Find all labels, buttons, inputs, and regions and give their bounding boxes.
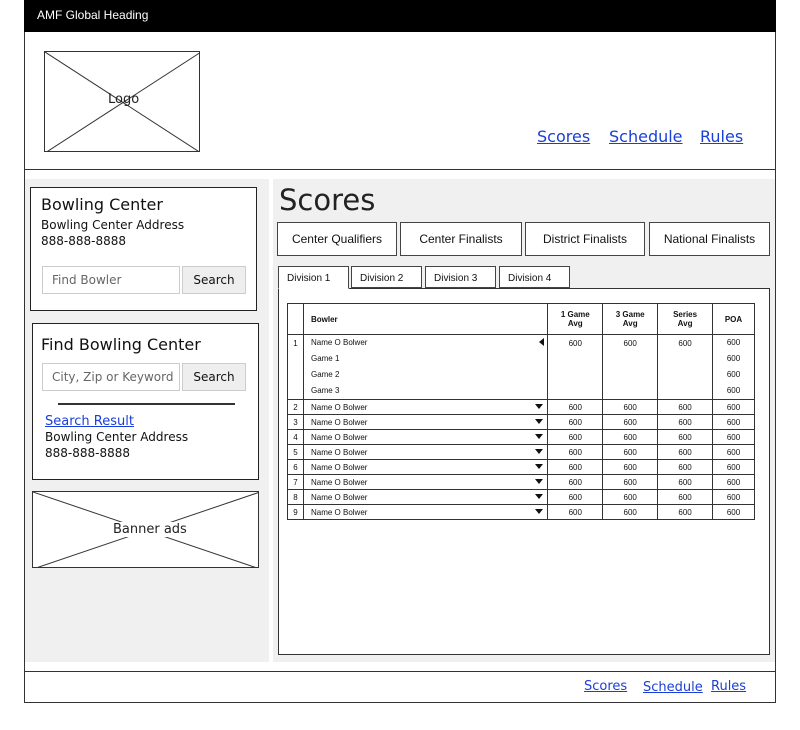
row-game1-avg: 600 (548, 415, 603, 430)
row-series-avg: 600 (658, 475, 713, 490)
game-poa-value: 600 (726, 386, 741, 395)
banner-ads[interactable] (32, 491, 259, 568)
row-num: 4 (288, 430, 304, 445)
header-divider (24, 169, 776, 170)
search-result-divider (58, 403, 235, 405)
bowling-center-panel (30, 187, 257, 311)
footer-top-divider (24, 671, 776, 672)
game-poa-value: 600 (726, 370, 741, 379)
frame-right-border (775, 32, 776, 703)
expand-caret-icon[interactable] (535, 449, 543, 454)
footer-bottom-border (24, 702, 776, 703)
row-game1-avg: 600 (548, 400, 603, 415)
row-game3-avg: 600 (603, 445, 658, 460)
row-poa (713, 335, 755, 400)
logo-label: Logo (108, 92, 140, 107)
tab-center-finalists[interactable]: Center Finalists (400, 222, 522, 256)
center-search-input[interactable]: City, Zip or Keyword (42, 363, 180, 391)
row-series-avg: 600 (658, 415, 713, 430)
row-bowler-name[interactable] (303, 430, 547, 445)
row-game1-avg: 600 (548, 460, 603, 475)
row-poa: 600 (713, 490, 755, 505)
row-game3-avg: 600 (603, 400, 658, 415)
table-header-row (288, 304, 755, 335)
table-row[interactable] (288, 475, 755, 490)
row-num: 8 (288, 490, 304, 505)
expand-caret-icon[interactable] (535, 464, 543, 469)
footer-schedule-link[interactable]: Schedule (643, 680, 703, 695)
global-heading-title: AMF Global Heading (37, 8, 149, 22)
table-row[interactable] (288, 445, 755, 460)
row-bowler-name[interactable] (303, 460, 547, 475)
row-series-avg: 600 (658, 460, 713, 475)
row-num: 9 (288, 505, 304, 520)
row-poa: 600 (713, 505, 755, 520)
tab-division-4[interactable]: Division 4 (499, 266, 570, 288)
tab-division-3[interactable]: Division 3 (425, 266, 496, 288)
center-search-button[interactable]: Search (182, 363, 246, 391)
row-series-avg: 600 (658, 400, 713, 415)
row-poa: 600 (713, 430, 755, 445)
expand-caret-icon[interactable] (535, 509, 543, 514)
row-bowler-name[interactable] (303, 445, 547, 460)
row-series-avg: 600 (658, 430, 713, 445)
table-row[interactable] (288, 460, 755, 475)
table-row[interactable] (288, 430, 755, 445)
row-game1-avg: 600 (548, 490, 603, 505)
header-game1-line2: Avg (567, 319, 583, 328)
tab-division-1[interactable]: Division 1 (278, 266, 349, 289)
header-game1-line1: 1 Game (560, 310, 590, 319)
header-series-line2: Avg (677, 319, 693, 328)
game-poa-value: 600 (726, 354, 741, 363)
expand-caret-icon[interactable] (535, 479, 543, 484)
table-row[interactable] (288, 505, 755, 520)
game-label: Game 3 (310, 386, 340, 395)
bowling-center-address: Bowling Center Address (41, 218, 185, 232)
collapse-caret-icon[interactable] (539, 338, 544, 346)
expand-caret-icon[interactable] (535, 494, 543, 499)
row-poa: 600 (713, 400, 755, 415)
row-game3-avg: 600 (603, 505, 658, 520)
row-game3-avg: 600 (603, 460, 658, 475)
find-bowling-center-panel (32, 323, 259, 480)
expand-caret-icon[interactable] (535, 434, 543, 439)
header-game3-line1: 3 Game (615, 310, 645, 319)
row-num: 3 (288, 415, 304, 430)
row-series-avg: 600 (658, 490, 713, 505)
row-game3-avg: 600 (603, 475, 658, 490)
bowler-name[interactable]: Name O Bolwer (310, 447, 368, 457)
header-game1-avg[interactable] (548, 304, 603, 335)
row-game3-avg: 600 (603, 490, 658, 505)
nav-rules-link[interactable]: Rules (700, 127, 744, 146)
header-poa[interactable]: POA (713, 304, 755, 335)
row-game1-avg: 600 (548, 430, 603, 445)
header-series-avg[interactable] (658, 304, 713, 335)
bowling-center-phone: 888-888-8888 (41, 234, 127, 248)
bowler-name[interactable]: Name O Bolwer (310, 492, 368, 502)
bowler-name[interactable]: Name O Bolwer (310, 338, 368, 347)
bowler-name[interactable]: Name O Bolwer (310, 432, 368, 442)
bowler-name[interactable]: Name O Bolwer (310, 477, 368, 487)
row-series-avg: 600 (658, 505, 713, 520)
bowler-name[interactable]: Name O Bolwer (310, 402, 368, 412)
game-label: Game 1 (310, 354, 340, 363)
find-bowling-center-title: Find Bowling Center (41, 335, 201, 354)
footer-rules-link[interactable]: Rules (711, 679, 747, 694)
scores-table (287, 303, 755, 520)
banner-ads-label: Banner ads (113, 522, 187, 537)
row-series-avg: 600 (658, 335, 713, 400)
tab-division-2[interactable]: Division 2 (351, 266, 422, 288)
row-num: 7 (288, 475, 304, 490)
tab-national-finalists[interactable]: National Finalists (649, 222, 770, 256)
row-num: 5 (288, 445, 304, 460)
search-result-link[interactable]: Search Result (45, 414, 134, 429)
row-num: 1 (288, 335, 304, 400)
row-bowler-name (303, 335, 547, 400)
row-num: 2 (288, 400, 304, 415)
row-num: 6 (288, 460, 304, 475)
search-result-phone: 888-888-8888 (45, 446, 131, 460)
bowler-name[interactable]: Name O Bolwer (310, 462, 368, 472)
table-row[interactable] (288, 490, 755, 505)
bowler-name[interactable]: Name O Bolwer (310, 417, 368, 427)
row-bowler-name[interactable] (303, 415, 547, 430)
header-series-line1: Series (673, 310, 698, 319)
table-row[interactable] (288, 415, 755, 430)
header-game3-avg[interactable] (603, 304, 658, 335)
expand-caret-icon[interactable] (535, 404, 543, 409)
tab-center-qualifiers[interactable]: Center Qualifiers (277, 222, 397, 256)
row-poa: 600 (713, 415, 755, 430)
header-bowler[interactable]: Bowler (303, 304, 547, 335)
footer-scores-link[interactable]: Scores (584, 679, 628, 694)
global-heading-bar (24, 0, 776, 32)
row-series-avg: 600 (658, 445, 713, 460)
row-game1-avg: 600 (548, 335, 603, 400)
header-game3-line2: Avg (622, 319, 638, 328)
find-bowler-input[interactable]: Find Bowler (42, 266, 180, 294)
expand-caret-icon[interactable] (535, 419, 543, 424)
row-poa: 600 (713, 475, 755, 490)
row-game3-avg: 600 (603, 430, 658, 445)
table-row-expanded[interactable] (288, 335, 755, 400)
row-bowler-name[interactable] (303, 505, 547, 520)
nav-schedule-link[interactable]: Schedule (609, 127, 683, 146)
logo[interactable] (44, 51, 200, 152)
row-game1-avg: 600 (548, 475, 603, 490)
table-row[interactable] (288, 400, 755, 415)
game-label: Game 2 (310, 370, 340, 379)
row-poa: 600 (713, 460, 755, 475)
row-game1-avg: 600 (548, 505, 603, 520)
row-game3-avg: 600 (603, 335, 658, 400)
row-game1-avg: 600 (548, 445, 603, 460)
row-game3-avg: 600 (603, 415, 658, 430)
find-bowler-search-button[interactable]: Search (182, 266, 246, 294)
row-bowler-name[interactable] (303, 490, 547, 505)
tab-district-finalists[interactable]: District Finalists (525, 222, 645, 256)
row-bowler-name[interactable] (303, 400, 547, 415)
bowling-center-title: Bowling Center (41, 195, 163, 214)
search-result-address: Bowling Center Address (45, 430, 189, 444)
page-title: Scores (279, 183, 376, 217)
bowler-name[interactable]: Name O Bolwer (310, 507, 368, 517)
row-poa: 600 (713, 445, 755, 460)
poa-value: 600 (726, 338, 741, 347)
header-rank (288, 304, 304, 335)
row-bowler-name[interactable] (303, 475, 547, 490)
nav-scores-link[interactable]: Scores (537, 127, 591, 146)
